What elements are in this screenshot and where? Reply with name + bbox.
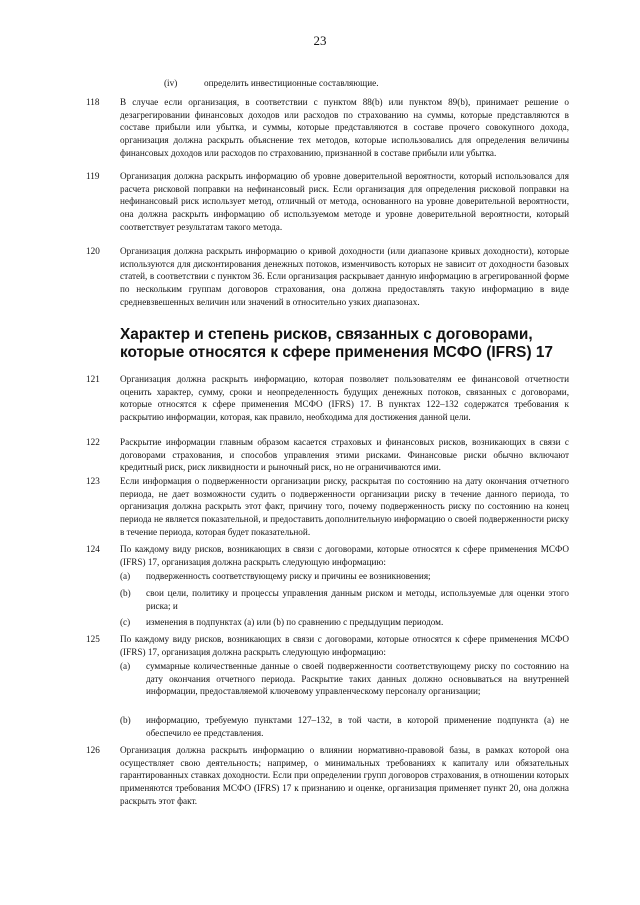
paragraph-number: 125 [86, 634, 100, 644]
paragraph-text: Организация должна раскрыть информацию, которая позволяет пользователям ее финансовой отчетности оценить характер, сумму, сроки и неопределенность будущих денежных потоков, связанных с договорами, которые относятся к сфере применения МСФО (IFRS) 17. В пунктах 122–132 содержатся требования к раскрытию информации, которая, как правило, необходима для достижения данной цели. [120, 374, 569, 423]
list-item-125-b [120, 714, 569, 739]
list-item-label: (iv) [164, 78, 178, 88]
paragraph-number: 120 [86, 246, 100, 256]
paragraph-123 [64, 475, 569, 539]
list-item-iv [120, 77, 569, 90]
paragraph-text: Раскрытие информации главным образом касается страховых и финансовых рисков, возникающих в связи с договорами страхования, и способов управления этими рисками. Финансовые риски обычно включают кредитный риск, риск ликвидности и рыночный риск, но не ограничиваются ими. [120, 437, 569, 473]
paragraph-text: В случае если организация, в соответствии с пунктом 88(b) или пунктом 89(b), принимает решение о дезагрегировании финансовых доходов или расходов по страхованию на суммы, которые представляются в составе прибыли или убытка, и суммы, которые представляются в составе прочего совокупного дохода, организация должна раскрыть объяснение тех методов, которые использовались для определения величины финансовых доходов или расходов по страхованию, признанной в составе прибыли или убытка. [120, 97, 569, 158]
paragraph-118 [64, 96, 569, 160]
paragraph-text: По каждому виду рисков, возникающих в связи с договорами, которые относятся к сфере применения МСФО (IFRS) 17, организация должна раскрыть следующую информацию: [120, 634, 569, 657]
paragraph-text: Если информация о подверженности организации риску, раскрытая по состоянию на дату окончания отчетного периода, не дает возможности судить о подверженности организации риску в течение данного периода, то организация должна раскрыть этот факт, причину того, почему подверженность риску по состоянию на конец периода не является показательной, и предоставить дополнительную информацию о своей подверженности риску в течение периода, которая будет показательной. [120, 476, 569, 537]
paragraph-number: 118 [86, 97, 100, 107]
paragraph-text: Организация должна раскрыть информацию об уровне доверительной вероятности, который использовался для расчета рисковой поправки на нефинансовый риск. Если организация для определения рисковой поправки на нефинансовый риск использует метод, отличный от метода, основанного на уровне доверительной вероятности, она должна раскрыть информацию об используемом методе и уровне доверительной вероятности, который соответствует результатам такого метода. [120, 171, 569, 232]
list-item-text: свои цели, политику и процессы управления данным риском и методы, используемые для оценки этого риска; и [146, 588, 569, 611]
paragraph-120 [64, 245, 569, 309]
paragraph-number: 121 [86, 374, 100, 384]
list-item-124-c [120, 616, 569, 629]
paragraph-121 [64, 373, 569, 424]
paragraph-124 [64, 543, 569, 568]
paragraph-number: 123 [86, 476, 100, 486]
paragraph-text: Организация должна раскрыть информацию о кривой доходности (или диапазоне кривых доходности), которые используются для дисконтирования денежных потоков, изменчивость которых не зависит от доходности базовых статей, в соответствии с пунктом 36. Если организация раскрывает данную информацию в агрегированной форме по нескольким группам договоров страхования, она должна предоставлять такую информацию в виде средневзвешенных величин или значений в относительно узких диапазонах. [120, 246, 569, 307]
paragraph-number: 122 [86, 437, 100, 447]
paragraph-number: 124 [86, 544, 100, 554]
paragraph-number: 119 [86, 171, 100, 181]
list-item-label: (b) [120, 588, 131, 598]
paragraph-125 [64, 633, 569, 658]
list-item-text: информацию, требуемую пунктами 127–132, в той части, в которой применение подпункта (a) не обеспечило ее представления. [146, 715, 569, 738]
list-item-text: суммарные количественные данные о своей подверженности соответствующему риску по состоянию на дату окончания отчетного периода. Раскрытие таких данных должно основываться на внутренней информации, предоставляемой ключевому управленческому персоналу организации; [146, 661, 569, 697]
section-heading: Характер и степень рисков, связанных с договорами, которые относятся к сфере применения МСФО (IFRS) 17 [120, 326, 553, 361]
paragraph-126 [64, 744, 569, 808]
paragraph-119 [64, 170, 569, 234]
list-item-124-b [120, 587, 569, 612]
page-number: 23 [313, 33, 327, 48]
list-item-text: подверженность соответствующему риску и причины ее возникновения; [146, 571, 431, 581]
list-item-label: (a) [120, 661, 131, 671]
paragraph-number: 126 [86, 745, 100, 755]
list-item-124-a [120, 570, 569, 583]
list-item-text: изменения в подпунктах (a) или (b) по сравнению с предыдущим периодом. [146, 617, 444, 627]
paragraph-122 [64, 436, 569, 474]
paragraph-text: По каждому виду рисков, возникающих в связи с договорами, которые относятся к сфере применения МСФО (IFRS) 17, организация должна раскрыть следующую информацию: [120, 544, 569, 567]
list-item-label: (a) [120, 571, 131, 581]
paragraph-text: Организация должна раскрыть информацию о влиянии нормативно-правовой базы, в рамках которой она осуществляет свою деятельность; например, о минимальных требованиях к капиталу или обязательных гарантированных ставках доходности. Если при определении групп договоров страхования, в отношении которых применяются требования МСФО (IFRS) 17 к признанию и оценке, организация применяет пункт 20, она должна раскрыть этот факт. [120, 745, 569, 806]
list-item-text: определить инвестиционные составляющие. [204, 78, 379, 88]
list-item-label: (b) [120, 715, 131, 725]
list-item-label: (c) [120, 617, 131, 627]
list-item-125-a [120, 660, 569, 698]
